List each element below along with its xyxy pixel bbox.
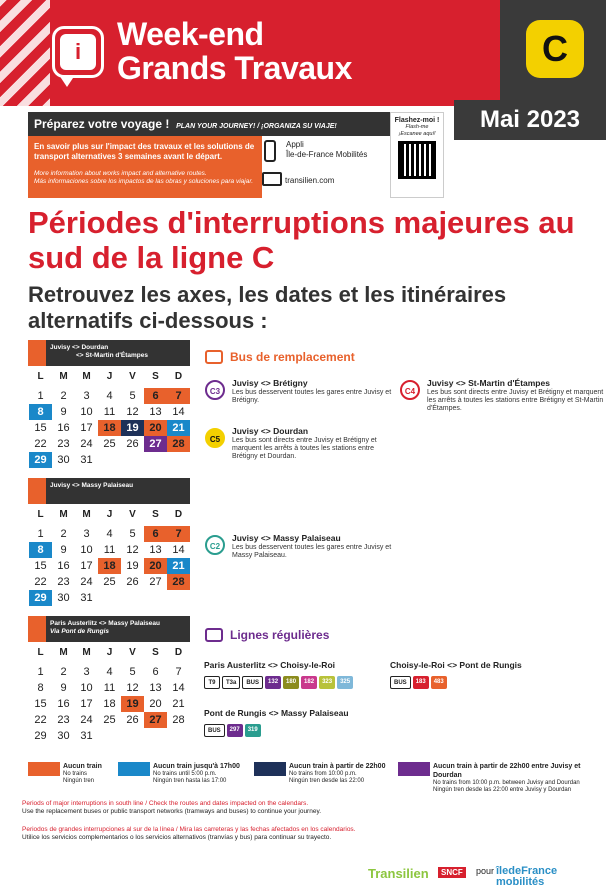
- line-chip-t9[interactable]: T9: [204, 676, 220, 689]
- calendar-day: 21: [172, 698, 185, 710]
- line-chip-325[interactable]: 325: [337, 676, 353, 689]
- route-badge-c4: C4: [400, 380, 420, 400]
- calendar-day: 26: [126, 714, 139, 726]
- line-chip-319[interactable]: 319: [245, 724, 261, 737]
- legend-es: Ningún tren: [63, 778, 95, 784]
- weekday-header: D: [174, 371, 183, 382]
- calendar-day: 10: [80, 682, 93, 694]
- calendar-header: [28, 616, 190, 642]
- calendar-day: 9: [60, 544, 67, 556]
- line-chip-bus[interactable]: BUS: [242, 676, 263, 689]
- legend-en: No trains: [63, 771, 88, 777]
- footer-en-1: Periods of major interruptions in south line / Check the routes and dates impacted on the calendars.: [22, 800, 309, 807]
- legend-en: No trains until 5:00 p.m.: [153, 771, 217, 777]
- header-banner: [0, 0, 500, 106]
- prepare-title-alt: PLAN YOUR JOURNEY! / ¡ORGANIZA SU VIAJE!: [176, 123, 337, 130]
- line-chips: [390, 676, 447, 689]
- regular-line-title: Choisy-le-Roi <> Pont de Rungis: [390, 660, 522, 670]
- calendar-day: 17: [80, 698, 93, 710]
- idf-mobilites-logo: îledeFrance mobilités: [496, 865, 558, 888]
- line-chips: [204, 724, 261, 737]
- calendar-day: 21: [167, 558, 190, 574]
- calendar-day: 18: [103, 698, 116, 710]
- weekday-header: M: [59, 371, 68, 382]
- app-link[interactable]: Appli Île-de-France Mobilités: [286, 140, 368, 159]
- calendar-0: [28, 340, 190, 468]
- weekday-header: L: [37, 647, 44, 658]
- weekday-header: S: [152, 647, 159, 658]
- legend-title: Aucun train: [63, 763, 102, 770]
- calendar-day: 7: [167, 388, 190, 404]
- transilien-logo: Transilien: [368, 866, 429, 881]
- calendar-day: 4: [106, 390, 113, 402]
- calendar-day: 2: [60, 666, 67, 678]
- line-chip-182[interactable]: 182: [301, 676, 317, 689]
- calendar-day: 30: [57, 730, 70, 742]
- calendar-day: 2: [60, 528, 67, 540]
- calendar-day: 16: [57, 422, 70, 434]
- legend-en: No trains from 10:00 p.m.: [289, 771, 357, 777]
- calendar-day: 24: [80, 714, 93, 726]
- line-chips: [204, 676, 353, 689]
- calendar-day: 22: [34, 576, 47, 588]
- calendar-day: 19: [126, 560, 139, 572]
- line-chip-180[interactable]: 180: [283, 676, 299, 689]
- calendar-day: 17: [80, 560, 93, 572]
- weekday-header: M: [59, 509, 68, 520]
- calendar-title: Paris Austerlitz <> Massy Palaiseau: [50, 620, 160, 627]
- calendar-day: 28: [167, 574, 190, 590]
- calendar-grid: [29, 642, 190, 744]
- prepare-title: Préparez votre voyage !: [34, 117, 170, 131]
- subheading: Retrouvez les axes, les dates et les itinéraires alternatifs ci-dessous :: [28, 282, 507, 333]
- calendar-day: 24: [80, 438, 93, 450]
- calendar-day: 7: [167, 526, 190, 542]
- calendar-day: [121, 590, 144, 606]
- calendar-day: 8: [37, 682, 44, 694]
- route-desc: Les bus sont directs entre Juvisy et Brétigny et marquent les arrêts à toutes les stations entre Brétigny et St-Martin d'Étampes.: [427, 389, 604, 412]
- calendar-day: 21: [167, 420, 190, 436]
- calendar-day: 4: [106, 666, 113, 678]
- calendar-day: 24: [80, 576, 93, 588]
- calendar-day: 27: [149, 576, 162, 588]
- calendar-day: 23: [57, 438, 70, 450]
- legend-swatch: [398, 762, 430, 776]
- prepare-text-en: More information about works impact and alternative routes.: [34, 170, 207, 177]
- qr-panel[interactable]: [390, 112, 444, 198]
- page-title: Week-end Grands Travaux: [117, 16, 352, 86]
- calendar-day: 1: [37, 666, 44, 678]
- phone-icon: [264, 140, 276, 162]
- calendar-day: 15: [34, 698, 47, 710]
- line-chip-bus[interactable]: BUS: [390, 676, 411, 689]
- calendar-day: 28: [167, 436, 190, 452]
- calendar-title: Juvisy <> Dourdan: [50, 344, 109, 351]
- calendar-day: 12: [126, 544, 139, 556]
- calendar-day: [121, 452, 144, 468]
- footer-es-2: Utilice los servicios complementarios o los servicios alternativos (tranvías y bus) para continuar su trayecto.: [22, 834, 332, 841]
- legend-es: Ningún tren desde las 22:00: [289, 778, 365, 784]
- laptop-icon: [262, 172, 282, 186]
- worker-helmet-icon: i: [60, 34, 96, 70]
- weekday-header: S: [152, 509, 159, 520]
- calendar-day: 13: [149, 544, 162, 556]
- calendar-day: 10: [80, 544, 93, 556]
- regular-line-title: Paris Austerlitz <> Choisy-le-Roi: [204, 660, 335, 670]
- calendar-day: 18: [98, 558, 121, 574]
- calendar-day: 3: [83, 666, 90, 678]
- calendar-day: 20: [144, 558, 167, 574]
- calendar-day: [98, 452, 121, 468]
- line-chip-t3a[interactable]: T3a: [222, 676, 240, 689]
- calendar-header: [28, 478, 190, 504]
- calendar-1: [28, 478, 190, 606]
- regular-line-title: Pont de Rungis <> Massy Palaiseau: [204, 708, 349, 718]
- legend-swatch: [254, 762, 286, 776]
- calendar-day: 18: [98, 420, 121, 436]
- calendar-day: 10: [80, 406, 93, 418]
- weekday-header: L: [37, 509, 44, 520]
- main-heading: Périodes d'interruptions majeures au sud de la ligne C: [28, 205, 575, 275]
- calendar-day: 26: [126, 438, 139, 450]
- sncf-logo: SNCF: [438, 867, 466, 878]
- prepare-box: [28, 112, 444, 198]
- calendar-day: 14: [172, 406, 185, 418]
- calendar-day: 29: [29, 590, 52, 606]
- legend-en: No trains from 10:00 p.m. between Juvisy and Dourdan: [433, 780, 580, 786]
- regular-section-title: Lignes régulières: [230, 628, 330, 642]
- calendar-day: 16: [57, 560, 70, 572]
- line-chip-323[interactable]: 323: [319, 676, 335, 689]
- calendar-day: 6: [152, 666, 159, 678]
- calendar-day: 13: [149, 406, 162, 418]
- calendar-day: 28: [172, 714, 185, 726]
- weekday-header: M: [82, 509, 91, 520]
- route-desc: Les bus sont directs entre Juvisy et Brétigny et marquent les arrêts à toutes les stations entre Brétigny et Dourdan.: [232, 437, 377, 460]
- calendar-day: 16: [57, 698, 70, 710]
- bus-route-1: [427, 378, 605, 413]
- weekday-header: D: [174, 647, 183, 658]
- calendar-day: 20: [144, 420, 167, 436]
- flash-en: Flash-me: [405, 124, 429, 130]
- legend-swatch: [28, 762, 60, 776]
- calendar-day: 13: [149, 682, 162, 694]
- legend-title: Aucun train à partir de 22h00 entre Juvisy et Dourdan: [433, 763, 581, 779]
- weekday-header: L: [37, 371, 44, 382]
- weekday-header: V: [129, 647, 136, 658]
- calendar-day: 11: [103, 682, 116, 694]
- calendar-day: 25: [103, 438, 116, 450]
- bus-route-3: [232, 533, 400, 560]
- route-name: Juvisy <> Dourdan: [232, 426, 309, 436]
- prepare-text-es: Más informaciones sobre los impactos de las obras y soluciones para viajar.: [34, 178, 254, 185]
- calendar-day: 23: [57, 714, 70, 726]
- calendar-day: 19: [121, 696, 144, 712]
- qr-code[interactable]: [398, 141, 436, 179]
- pour-label: pour: [476, 866, 495, 876]
- footer-es: [22, 826, 582, 842]
- calendar-title: Juvisy <> Massy Palaiseau: [50, 482, 134, 489]
- legend-title: Aucun train à partir de 22h00: [289, 763, 386, 770]
- calendar-day: 15: [34, 422, 47, 434]
- calendar-day: 7: [175, 666, 182, 678]
- bus-section-title: Bus de remplacement: [230, 350, 355, 364]
- calendar-day: 22: [34, 438, 47, 450]
- calendar-day: 27: [144, 436, 167, 452]
- line-chip-bus[interactable]: BUS: [204, 724, 225, 737]
- line-chip-183[interactable]: 183: [413, 676, 429, 689]
- calendar-day: 12: [126, 682, 139, 694]
- route-desc: Les bus desservent toutes les gares entre Juvisy et Brétigny.: [232, 389, 392, 404]
- calendar-day: 31: [80, 730, 93, 742]
- calendar-day: 11: [103, 544, 116, 556]
- calendar-day: 14: [172, 544, 185, 556]
- legend-es: Ningún tren hasta las 17:00: [153, 778, 227, 784]
- footer-en: [22, 800, 582, 816]
- calendar-grid: [29, 504, 190, 606]
- flash-title: Flashez-moi !: [394, 117, 440, 124]
- route-name: Juvisy <> Brétigny: [232, 378, 308, 388]
- calendar-2: [28, 616, 190, 744]
- calendar-day: 31: [80, 454, 93, 466]
- calendar-day: 5: [129, 666, 136, 678]
- calendar-day: 3: [83, 528, 90, 540]
- flash-es: ¡Escanee aquí!: [398, 131, 436, 137]
- line-chip-483[interactable]: 483: [431, 676, 447, 689]
- legend-title: Aucun train jusqu'à 17h00: [153, 763, 240, 770]
- calendar-day: 31: [80, 592, 93, 604]
- month-label: Mai 2023: [454, 100, 606, 140]
- calendar-day: [144, 590, 167, 606]
- calendar-day: 9: [60, 406, 67, 418]
- calendar-day: 30: [57, 592, 70, 604]
- weekday-header: J: [106, 509, 113, 520]
- legend-item: [433, 762, 583, 794]
- calendar-day: 11: [103, 406, 116, 418]
- calendar-subtitle: <> St-Martin d'Étampes: [76, 352, 148, 359]
- route-name: Juvisy <> Massy Palaiseau: [232, 533, 341, 543]
- calendar-day: 22: [34, 714, 47, 726]
- calendar-day: 27: [144, 712, 167, 728]
- weekday-header: S: [152, 371, 159, 382]
- weekday-header: V: [129, 371, 136, 382]
- calendar-header: [28, 340, 190, 366]
- calendar-day: 23: [57, 576, 70, 588]
- calendar-day: 30: [57, 454, 70, 466]
- calendar-day: [98, 590, 121, 606]
- weekday-header: J: [106, 647, 113, 658]
- legend-swatch: [118, 762, 150, 776]
- calendar-day: 1: [37, 528, 44, 540]
- bus-route-2: [232, 426, 400, 461]
- calendar-subtitle: Via Pont de Rungis: [50, 628, 109, 635]
- calendar-day: 25: [103, 576, 116, 588]
- calendar-day: [144, 728, 167, 744]
- calendar-day: [167, 452, 190, 468]
- calendar-day: 29: [34, 730, 47, 742]
- calendar-day: 5: [129, 528, 136, 540]
- regular-lines-icon: [205, 628, 223, 642]
- legend-item: [289, 762, 389, 785]
- calendar-day: 8: [29, 404, 52, 420]
- calendar-day: 19: [121, 420, 144, 436]
- calendar-day: 2: [60, 390, 67, 402]
- line-chip-132[interactable]: 132: [265, 676, 281, 689]
- calendar-day: [167, 728, 190, 744]
- calendar-day: 9: [60, 682, 67, 694]
- weekday-header: J: [106, 371, 113, 382]
- calendar-day: 6: [144, 388, 167, 404]
- calendar-day: 6: [144, 526, 167, 542]
- route-badge-c2: C2: [205, 535, 225, 555]
- legend-item: [153, 762, 253, 785]
- footer-es-1: Periodos de grandes interrupciones al sur de la línea / Mira las carreteras y las fechas afectados en los calendarios.: [22, 826, 356, 833]
- hazard-stripes: [0, 0, 50, 106]
- calendar-day: [167, 590, 190, 606]
- calendar-day: [121, 728, 144, 744]
- calendar-day: 1: [37, 390, 44, 402]
- calendar-day: 20: [149, 698, 162, 710]
- calendar-day: 17: [80, 422, 93, 434]
- prepare-text: En savoir plus sur l'impact des travaux et les solutions de transport alternatives 3 semaines avant le départ.: [34, 142, 255, 161]
- weekday-header: M: [82, 647, 91, 658]
- route-badge-c3: C3: [205, 380, 225, 400]
- footer-en-2: Use the replacement buses or public transport networks (tramways and buses) to continue your journey.: [22, 808, 322, 815]
- route-badge-c5: C5: [205, 428, 225, 448]
- weekday-header: D: [174, 509, 183, 520]
- weekday-header: V: [129, 509, 136, 520]
- line-badge: C: [526, 20, 584, 78]
- calendar-day: 8: [29, 542, 52, 558]
- bus-icon: [205, 350, 223, 364]
- calendar-day: [144, 452, 167, 468]
- calendar-day: 4: [106, 528, 113, 540]
- weekday-header: M: [82, 371, 91, 382]
- weekday-header: M: [59, 647, 68, 658]
- route-desc: Les bus desservent toutes les gares entre Juvisy et Massy Palaiseau.: [232, 544, 392, 559]
- line-chip-297[interactable]: 297: [227, 724, 243, 737]
- legend-es: Ningún tren desde las 22:00 entre Juvisy y Dourdan: [433, 787, 572, 793]
- calendar-day: 12: [126, 406, 139, 418]
- calendar-day: [98, 728, 121, 744]
- calendar-day: 26: [126, 576, 139, 588]
- calendar-day: 29: [29, 452, 52, 468]
- calendar-grid: [29, 366, 190, 468]
- calendar-day: 3: [83, 390, 90, 402]
- calendar-day: 5: [129, 390, 136, 402]
- calendar-day: 25: [103, 714, 116, 726]
- route-name: Juvisy <> St-Martin d'Étampes: [427, 378, 550, 388]
- calendar-day: 15: [34, 560, 47, 572]
- bus-route-0: [232, 378, 400, 405]
- calendar-day: 14: [172, 682, 185, 694]
- website-link[interactable]: transilien.com: [285, 176, 335, 185]
